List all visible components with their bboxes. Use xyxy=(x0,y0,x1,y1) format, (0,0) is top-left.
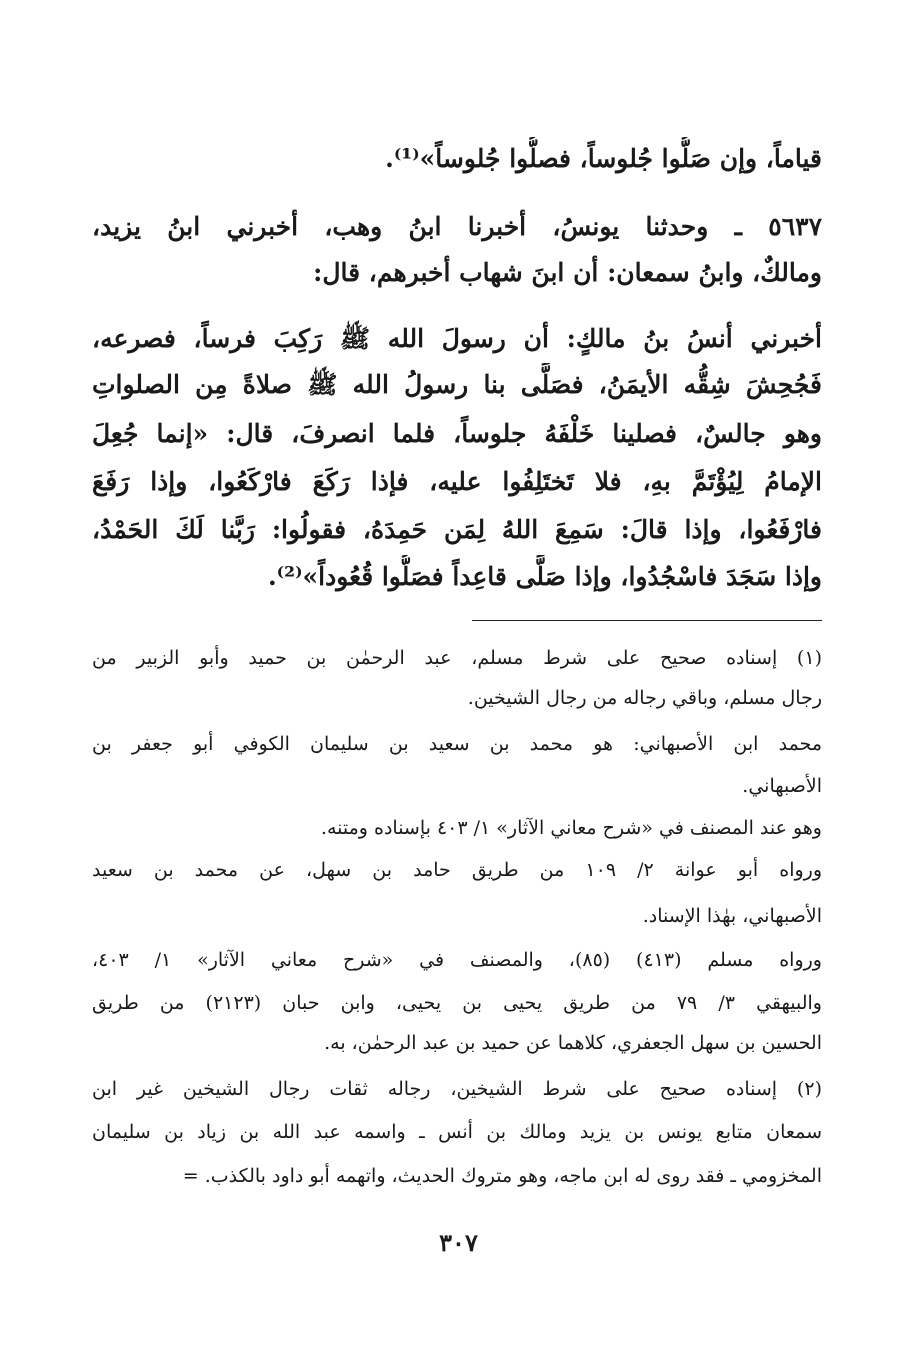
footnote-line: المخزومي ـ فقد روى له ابن ماجه، وهو متروك الحديث، واتهمه أبو داود بالكذب. = xyxy=(182,1165,822,1187)
text-line: قياماً، وإن صَلُّوا جُلوساً، فصلُّوا جُلوساً»⁽¹⁾. xyxy=(385,144,822,173)
footnote-line: والبيهقي ٣/ ٧٩ من طريق يحيى بن يحيى، وابن حبان (٢١٢٣) من طريق xyxy=(92,992,822,1014)
footnote-line: (١) إسناده صحيح على شرط مسلم، عبد الرحمٰن بن حميد وأبو الزبير من xyxy=(92,647,822,669)
footnote-line: رجال مسلم، وباقي رجاله من رجال الشيخين. xyxy=(467,687,822,709)
text-line: أخبرني أنسُ بنُ مالكٍ: أن رسولَ الله ﷺ رَكِبَ فرساً، فصرعه، xyxy=(92,324,822,353)
text-line: ومالكٌ، وابنُ سمعان: أن ابنَ شهاب أخبرهم، قال: xyxy=(313,258,822,287)
text-line: وهو جالسٌ، فصلينا خَلْفَهُ جلوساً، فلما انصرفَ، قال: «إنما جُعِلَ xyxy=(92,419,822,448)
text-line: الإمامُ لِيُؤْتَمَّ بهِ، فلا تَختَلِفُوا عليه، فإذا رَكَعَ فارْكَعُوا، وإذا رَفَعَ xyxy=(92,467,822,496)
footnote-line: وهو عند المصنف في «شرح معاني الآثار» ١/ ٤٠٣ بإسناده ومتنه. xyxy=(320,817,822,839)
footnote-line: الحسين بن سهل الجعفري، كلاهما عن حميد بن عبد الرحمٰن، به. xyxy=(324,1032,822,1054)
footnote-line: ورواه أبو عوانة ٢/ ١٠٩ من طريق حامد بن سهل، عن محمد بن سعيد xyxy=(92,859,822,881)
page-number: ٣٠٧ xyxy=(439,1228,478,1257)
footnote-line: محمد ابن الأصبهاني: هو محمد بن سعيد بن سليمان الكوفي أبو جعفر بن xyxy=(92,733,822,755)
footnote-line: ورواه مسلم (٤١٣) (٨٥)، والمصنف في «شرح معاني الآثار» ١/ ٤٠٣، xyxy=(92,949,822,971)
text-line: فَجُحِشَ شِقُّه الأيمَنُ، فصَلَّى بنا رسولُ الله ﷺ صلاةً مِن الصلواتِ xyxy=(92,370,822,399)
text-line: ٥٦٣٧ ـ وحدثنا يونسُ، أخبرنا ابنُ وهب، أخبرني ابنُ يزيد، xyxy=(92,212,822,241)
footnote-line: سمعان متابع يونس بن يزيد ومالك بن أنس ـ واسمه عبد الله بن زياد بن سليمان xyxy=(92,1121,822,1143)
text-line: وإذا سَجَدَ فاسْجُدُوا، وإذا صَلَّى قاعِداً فصَلُّوا قُعُوداً»⁽²⁾. xyxy=(267,562,822,591)
footnote-line: (٢) إسناده صحيح على شرط الشيخين، رجاله ثقات رجال الشيخين غير ابن xyxy=(92,1078,822,1100)
footnote-line: الأصبهاني. xyxy=(742,775,822,797)
text-line: فارْفَعُوا، وإذا قالَ: سَمِعَ اللهُ لِمَن حَمِدَهُ، فقولُوا: رَبَّنا لَكَ الحَمْدُ، xyxy=(92,515,822,544)
footnote-separator xyxy=(472,620,822,621)
footnote-line: الأصبهاني، بهٰذا الإسناد. xyxy=(642,905,822,927)
